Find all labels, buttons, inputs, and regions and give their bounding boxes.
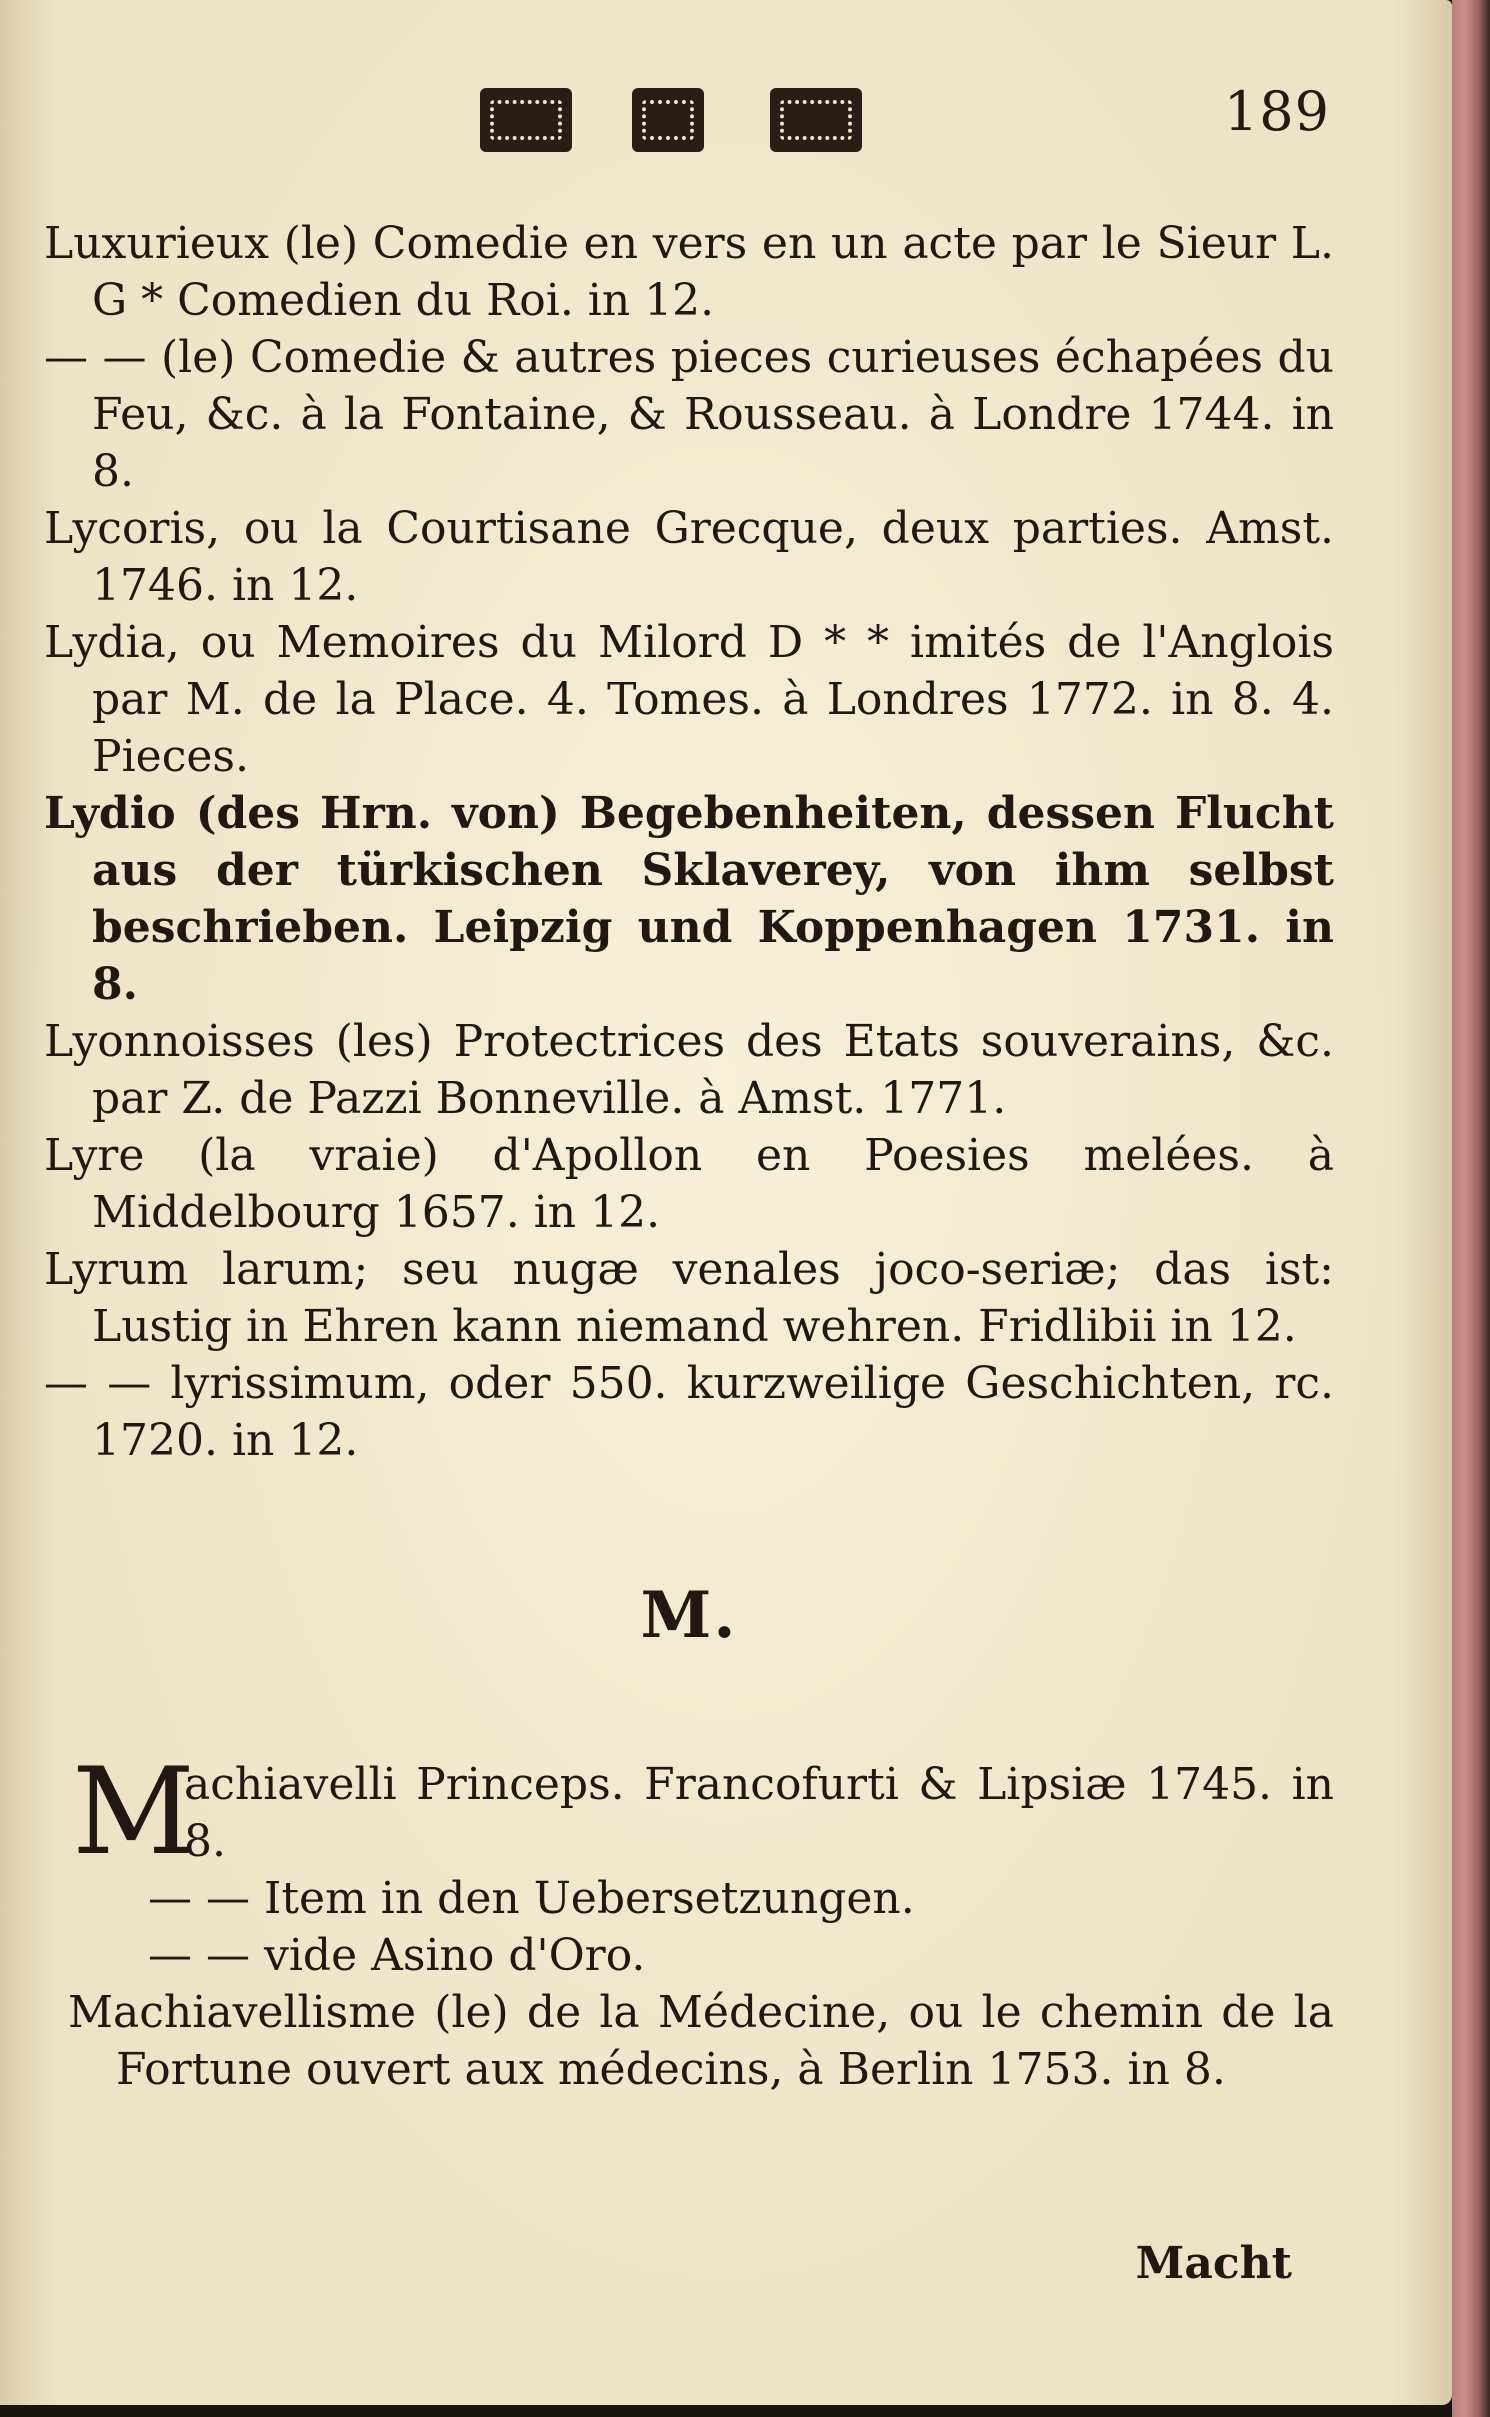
entry-luxurieux-2: — — (le) Comedie & autres pieces curieuses échapées du Feu, &c. à la Fontaine, & Rousseau. à Londre 1744. in 8.: [44, 332, 1334, 497]
entry-lyonnoisses: Lyonnoisses (les) Protectrices des Etats souverains, &c. par Z. de Pazzi Bonneville. à Amst. 1771.: [44, 1016, 1334, 1124]
section-letter-heading: M.: [640, 1578, 738, 1653]
drop-cap: M: [72, 1743, 195, 1882]
entry-machiavelli: [44, 1743, 1334, 1882]
catchword: Macht: [1135, 2238, 1292, 2289]
entry-lydio: Lydio (des Hrn. von) Begebenheiten, dessen Flucht aus der türkischen Sklaverey, von ihm selbst beschrieben. Leipzig und Koppenhagen 1731. in 8.: [44, 788, 1334, 1010]
entry-vide-asino: — — vide Asino d'Oro.: [148, 1930, 646, 1981]
ornament-right-icon: [770, 88, 862, 152]
page-header: [470, 80, 1330, 170]
ornament-center-icon: [632, 88, 704, 152]
page-edge: [1452, 0, 1490, 2417]
ornament-left-icon: [480, 88, 572, 152]
entry-lyrissimum: — — lyrissimum, oder 550. kurzweilige Geschichten, rc. 1720. in 12.: [44, 1358, 1334, 1466]
entry-lycoris: Lycoris, ou la Courtisane Grecque, deux parties. Amst. 1746. in 12.: [44, 503, 1334, 611]
page-text: [44, 215, 1334, 2098]
entry-lyre: Lyre (la vraie) d'Apollon en Poesies melées. à Middelbourg 1657. in 12.: [44, 1130, 1334, 1238]
entry-lydia: Lydia, ou Memoires du Milord D * * imités de l'Anglois par M. de la Place. 4. Tomes. à Londres 1772. in 8. 4. Pieces.: [44, 617, 1334, 782]
entry-luxurieux: Luxurieux (le) Comedie en vers en un acte par le Sieur L. G * Comedien du Roi. in 12.: [44, 218, 1334, 326]
entry-machiavelli-text: achiavelli Princeps. Francofurti & Lipsiæ 1745. in 8.: [184, 1759, 1334, 1867]
entry-item-uebersetzungen: — — Item in den Uebersetzungen.: [148, 1873, 915, 1924]
entry-lyrum-larum: Lyrum larum; seu nugæ venales joco-seriæ; das ist: Lustig in Ehren kann niemand wehren. Fridlibii in 12.: [44, 1244, 1334, 1352]
page-number: 189: [1223, 80, 1330, 143]
entry-machiavellisme: Machiavellisme (le) de la Médecine, ou le chemin de la Fortune ouvert aux médecins, à Berlin 1753. in 8.: [68, 1987, 1334, 2095]
